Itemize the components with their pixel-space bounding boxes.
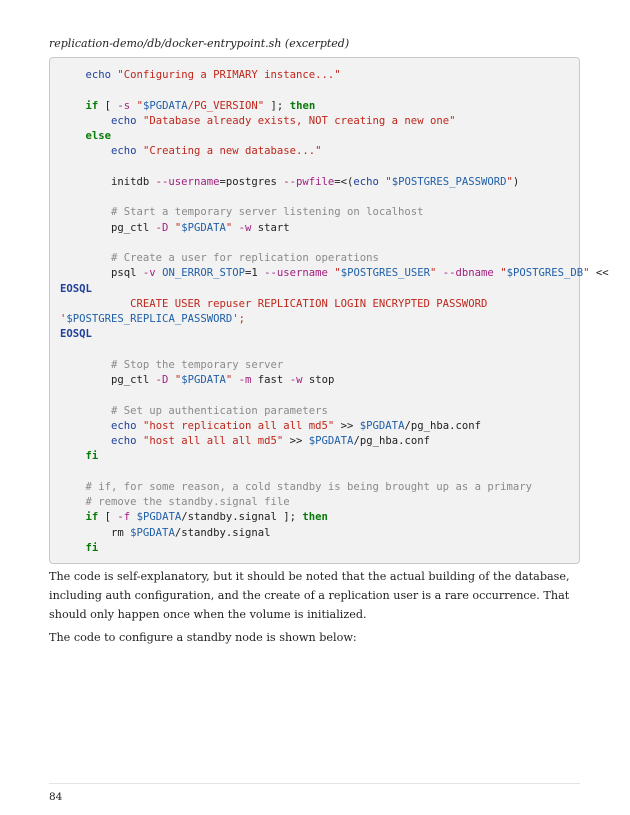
code-token: " [334,267,341,280]
code-caption: replication-demo/db/docker-entrypoint.sh (excerpted) [49,37,350,50]
code-token [60,542,86,554]
code-token: $PGDATA [181,374,226,386]
code-token: " [225,221,233,234]
code-token: " [136,99,143,112]
code-token: --pwfile [283,175,335,188]
code-token [60,359,111,371]
code-token: -s [117,99,131,112]
code-token: '; [232,313,245,325]
code-line [60,297,487,312]
code-token: "Database already exists, NOT creating a new one" [142,114,456,127]
code-token: -v [142,267,156,280]
code-token: stop [302,374,335,386]
code-line [60,205,424,220]
code-line [60,221,290,236]
code-token: EOSQL [60,328,92,341]
code-token: -D [155,374,169,386]
code-token: -D [155,221,169,234]
code-token: pg_ctl [60,374,156,386]
code-line [60,404,328,419]
code-token: --dbname [442,267,494,280]
code-token [60,69,86,81]
code-token: echo [111,435,137,447]
code-token: -f [117,511,131,524]
code-token: echo [111,145,137,158]
code-line [60,495,290,510]
code-token: -w [238,221,252,234]
code-token: " [225,374,233,386]
paragraph-explanation: The code is self-explanatory, but it should be noted that the actual building of the database, including auth configuration, and the create of a replication user is a rare occurrence. That should only happen once when the volume is initialized. [49,570,570,621]
code-line [60,419,481,434]
code-token: echo [353,175,379,188]
code-line [60,480,532,495]
code-token: # Create a user for replication operations [111,252,379,264]
code-token: # Stop the temporary server [111,358,284,371]
code-token [60,206,111,218]
code-line [60,434,430,449]
code-token: EOSQL [60,282,92,295]
code-token: psql [60,267,143,280]
code-token: # Start a temporary server listening on localhost [111,206,424,219]
code-token: [ [98,99,118,112]
code-token: if [85,99,99,112]
code-token: -m [238,374,252,386]
code-line [60,449,98,464]
code-token: "host replication all all md5" [142,419,335,432]
code-line [60,312,245,327]
code-token: fast [251,374,290,386]
code-token: # remove the standby.signal file [85,496,290,508]
code-token: $PGDATA [181,221,226,234]
code-token: $POSTGRES_PASSWORD [391,175,507,188]
code-token: =1 [245,267,265,280]
code-token: fi [85,450,99,463]
code-token [60,481,86,493]
code-line [60,129,111,144]
code-token: "Creating a new database..." [142,145,322,158]
code-line [60,373,334,388]
code-token: ) [512,175,520,188]
code-line [60,114,455,129]
code-token [60,100,86,112]
code-line [60,526,271,541]
code-token: ON_ERROR_STOP [162,267,245,280]
code-token: --username [155,175,220,188]
code-token: then [289,99,316,112]
code-token: >> [283,435,309,447]
code-token: /pg_hba.conf [353,435,430,447]
code-token: -w [289,374,303,386]
code-token: "host all all all md5" [142,435,284,447]
code-token: $PGDATA [142,99,188,112]
code-token: # Set up authentication parameters [111,404,328,417]
code-token [60,420,111,432]
code-token: ' [60,313,67,325]
code-token [60,252,111,264]
code-token: $PGDATA [359,419,405,432]
code-token: $PGDATA [136,511,182,524]
code-token: =<( [334,175,354,188]
code-line [60,510,328,525]
code-token: $POSTGRES_REPLICA_PASSWORD [66,313,233,325]
code-token: " [500,267,507,280]
code-line [60,251,379,266]
code-line [60,99,315,114]
code-token: # if, for some reason, a cold standby is being brought up as a primary [85,480,532,493]
code-token: " [583,267,590,280]
code-token: rm [60,526,131,539]
code-token: " [430,267,437,280]
code-token [60,115,111,127]
code-token: " [506,175,513,188]
code-token: --username [264,267,328,280]
code-token [60,450,86,462]
code-token [60,496,86,508]
code-token [60,435,111,447]
code-token: echo [85,69,112,81]
code-token: ]; [264,99,290,112]
code-token: << [589,267,609,280]
code-token: $POSTGRES_DB [506,267,584,280]
code-token: echo [111,419,137,432]
code-token: " [385,175,392,188]
code-token: start [251,221,290,234]
code-line [60,282,92,297]
code-token: /PG_VERSION" [187,99,265,112]
page-number: 84 [49,791,63,803]
code-line [60,541,98,556]
code-token: initdb [60,175,156,188]
code-line [60,358,283,373]
paragraph-standby-intro: The code to configure a standby node is shown below: [49,631,357,644]
code-token: /standby.signal ]; [181,511,303,524]
code-line [60,68,341,83]
code-token: pg_ctl [60,221,156,234]
code-token: fi [85,541,99,554]
code-token: $PGDATA [130,526,175,539]
code-token: /pg_hba.conf [404,419,481,432]
code-token: else [85,130,112,142]
code-token: then [302,511,328,524]
code-token [60,130,86,142]
code-line [60,144,322,159]
code-line [60,175,519,190]
code-token: " [174,221,182,234]
code-line [60,327,92,342]
code-token: CREATE USER repuser REPLICATION LOGIN ENCRYPTED PASSWORD [60,297,488,310]
code-token: if [85,511,99,524]
footer-divider [49,783,580,784]
code-token: $PGDATA [308,435,354,447]
code-token: =postgres [219,175,284,188]
code-token: /standby.signal [174,526,271,539]
code-token: >> [334,419,360,432]
code-token: $POSTGRES_USER [340,267,430,280]
code-token: [ [98,511,118,524]
code-token: " [174,374,182,386]
code-token: echo [111,114,137,127]
code-token: "Configuring a PRIMARY instance..." [117,69,341,81]
code-token [60,405,111,417]
code-token [60,145,111,157]
code-line [60,266,609,281]
code-token [60,511,86,523]
